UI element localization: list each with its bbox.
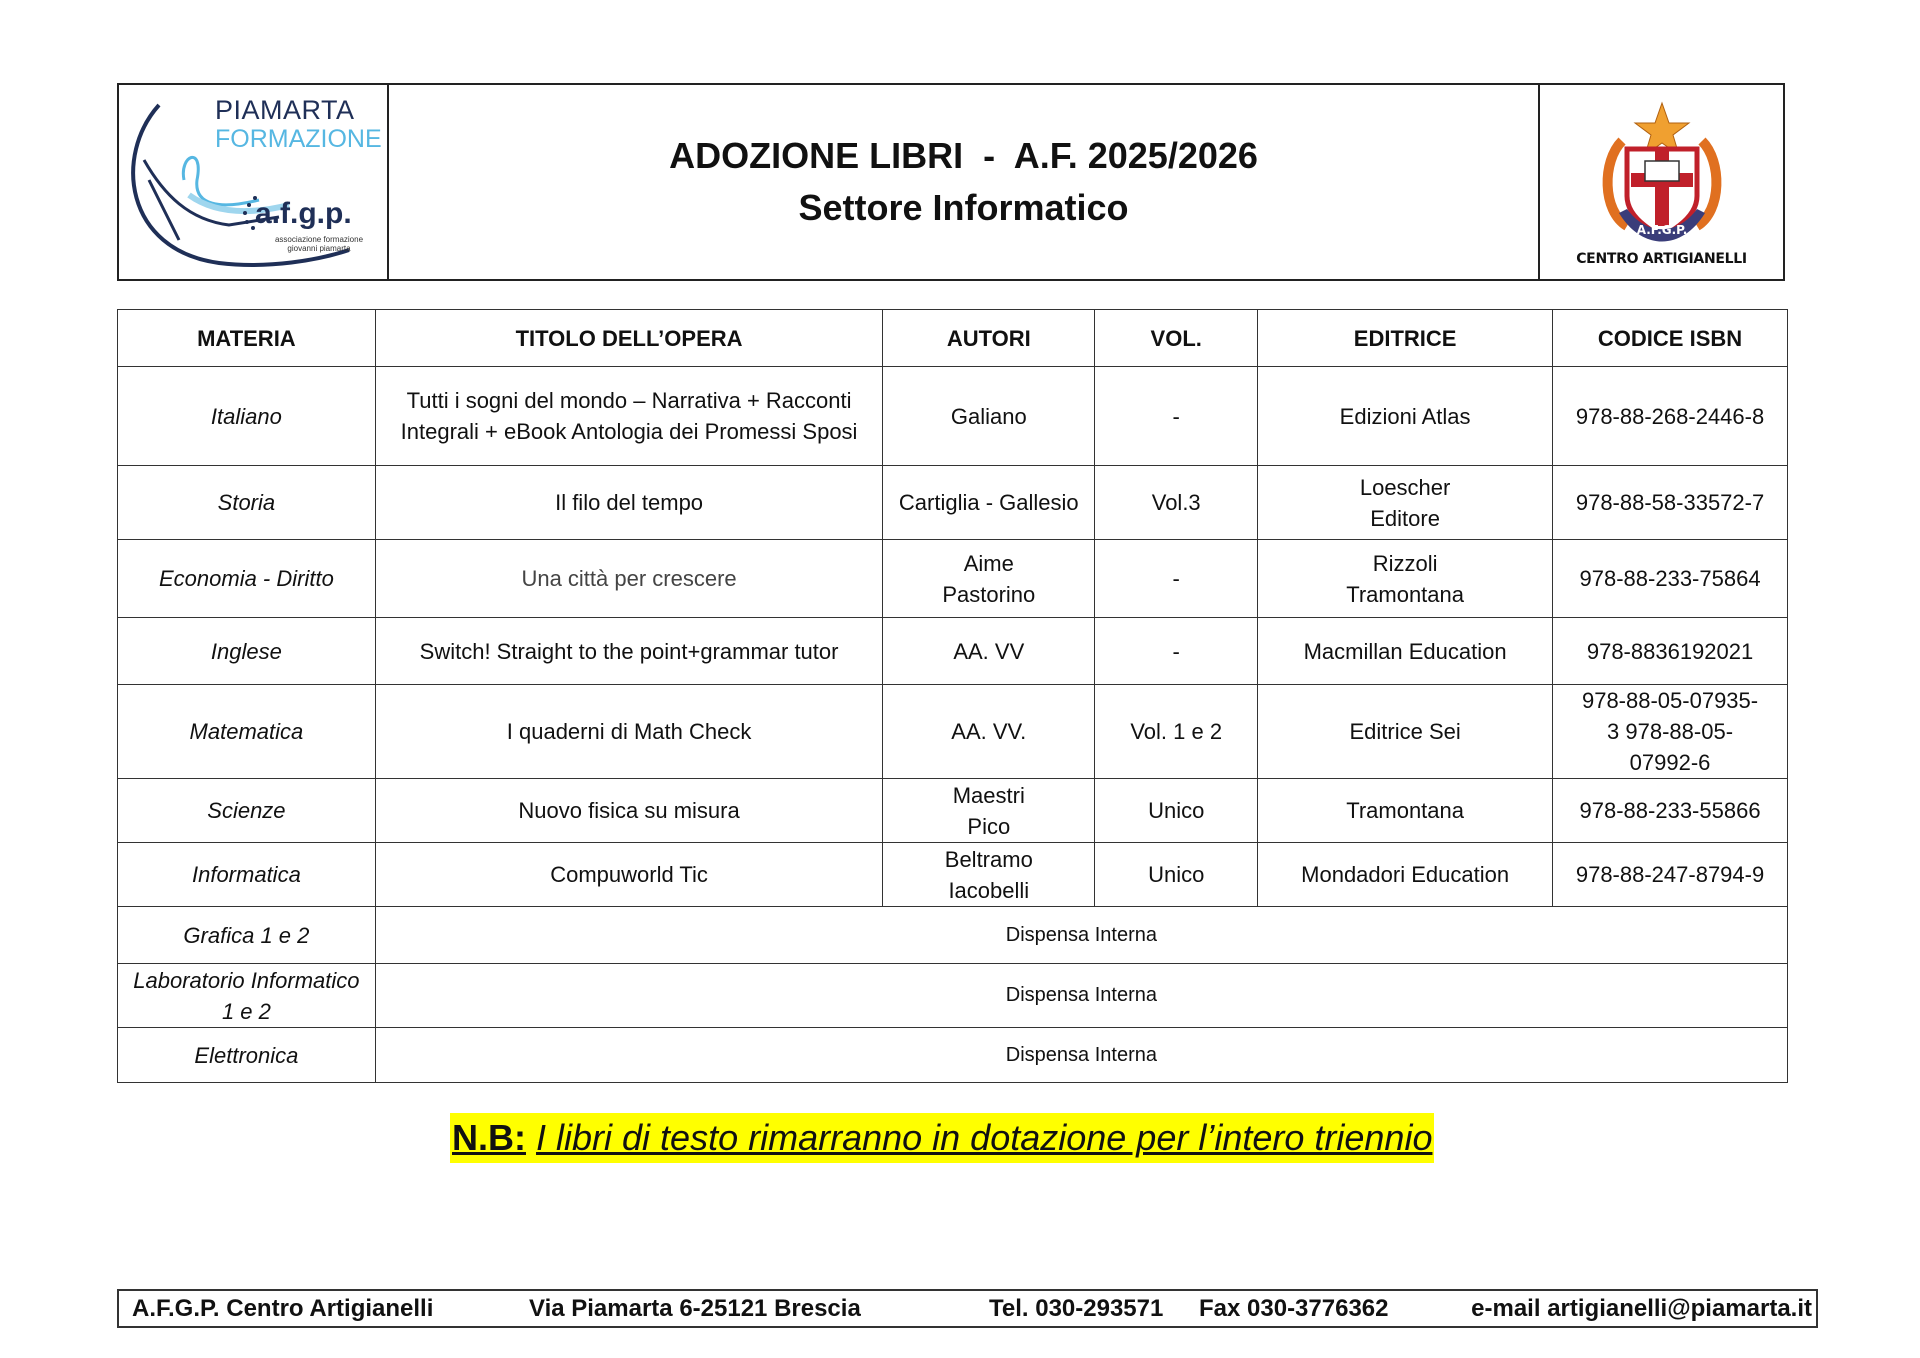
title-line1: ADOZIONE LIBRI - A.F. 2025/2026 (669, 135, 1258, 176)
cell-editrice: Rizzoli Tramontana (1258, 540, 1553, 618)
footer-address: Via Piamarta 6-25121 Brescia (529, 1295, 861, 1322)
crest-text: A.F.G.P. (1636, 223, 1687, 237)
cell-autori: Galiano (883, 367, 1095, 466)
cell-vol: Unico (1095, 843, 1258, 907)
cell-autori: AA. VV. (883, 685, 1095, 779)
cell-editrice: Editrice Sei (1258, 685, 1553, 779)
cell-titolo: I quaderni di Math Check (375, 685, 883, 779)
table-header-row (118, 310, 1788, 367)
crest-icon (1597, 101, 1727, 251)
document-header (117, 83, 1785, 281)
table-row (118, 540, 1788, 618)
cell-isbn: 978-88-268-2446-8 (1553, 367, 1788, 466)
footer-email: e-mail artigianelli@piamarta.it (1471, 1295, 1812, 1322)
table-row (118, 1028, 1788, 1083)
table-row (118, 685, 1788, 779)
cell-vol: Unico (1095, 779, 1258, 843)
cell-titolo: Compuworld Tic (375, 843, 883, 907)
cell-isbn: 978-88-247-8794-9 (1553, 843, 1788, 907)
table-row (118, 843, 1788, 907)
document-footer (117, 1289, 1818, 1328)
cell-autori: Aime Pastorino (883, 540, 1095, 618)
cell-autori: Maestri Pico (883, 779, 1095, 843)
brand-short-name: a.f.g.p. (255, 197, 352, 230)
cell-editrice: Mondadori Education (1258, 843, 1553, 907)
afgp-crest-logo (1538, 85, 1783, 279)
cell-isbn: 978-8836192021 (1553, 618, 1788, 685)
title-line2: Settore Informatico (798, 187, 1129, 228)
cell-vol: - (1095, 367, 1258, 466)
cell-materia: Informatica (118, 843, 376, 907)
table-row (118, 367, 1788, 466)
piamarta-formazione-logo (119, 85, 389, 279)
cell-vol: Vol.3 (1095, 466, 1258, 540)
cell-autori: AA. VV (883, 618, 1095, 685)
brand-name-line1: PIAMARTA (215, 95, 355, 125)
notice-label: N.B: (452, 1117, 526, 1158)
crest-caption: CENTRO ARTIGIANELLI (1576, 251, 1747, 267)
column-header-vol: VOL. (1095, 310, 1258, 367)
brand-name-line2: FORMAZIONE (215, 125, 382, 153)
cell-isbn: 978-88-05-07935-3 978-88-05-07992-6 (1553, 685, 1788, 779)
cell-titolo: Tutti i sogni del mondo – Narrativa + Racconti Integrali + eBook Antologia dei Promessi Sposi (375, 367, 883, 466)
cell-materia: Italiano (118, 367, 376, 466)
cell-materia: Economia - Diritto (118, 540, 376, 618)
cell-titolo: Il filo del tempo (375, 466, 883, 540)
notice-highlight (450, 1113, 1434, 1163)
footer-fax: Fax 030-3776362 (1199, 1295, 1389, 1322)
notice-text: I libri di testo rimarranno in dotazione per l’intero triennio (536, 1117, 1433, 1158)
cell-titolo: Una città per crescere (375, 540, 883, 618)
column-header-editrice: EDITRICE (1258, 310, 1553, 367)
cell-materia: Matematica (118, 685, 376, 779)
cell-vol: - (1095, 618, 1258, 685)
column-header-autori: AUTORI (883, 310, 1095, 367)
cell-isbn: 978-88-233-55866 (1553, 779, 1788, 843)
cell-materia: Grafica 1 e 2 (118, 907, 376, 964)
cell-isbn: 978-88-58-33572-7 (1553, 466, 1788, 540)
cell-materia: Laboratorio Informatico 1 e 2 (118, 964, 376, 1028)
cell-materia: Storia (118, 466, 376, 540)
cell-dispensa-interna: Dispensa Interna (375, 1028, 1787, 1083)
column-header-isbn: CODICE ISBN (1553, 310, 1788, 367)
cell-titolo: Switch! Straight to the point+grammar tutor (375, 618, 883, 685)
cell-dispensa-interna: Dispensa Interna (375, 964, 1787, 1028)
cell-autori: Beltramo Iacobelli (883, 843, 1095, 907)
document-title (389, 85, 1538, 279)
table-row (118, 779, 1788, 843)
cell-autori: Cartiglia - Gallesio (883, 466, 1095, 540)
cell-vol: Vol. 1 e 2 (1095, 685, 1258, 779)
column-header-titolo: TITOLO DELL’OPERA (375, 310, 883, 367)
cell-isbn: 978-88-233-75864 (1553, 540, 1788, 618)
footer-tel: Tel. 030-293571 (989, 1295, 1164, 1322)
cell-editrice: Macmillan Education (1258, 618, 1553, 685)
table-row (118, 466, 1788, 540)
cell-materia: Elettronica (118, 1028, 376, 1083)
cell-vol: - (1095, 540, 1258, 618)
cell-editrice: Edizioni Atlas (1258, 367, 1553, 466)
cell-dispensa-interna: Dispensa Interna (375, 907, 1787, 964)
column-header-materia: MATERIA (118, 310, 376, 367)
books-table (117, 309, 1788, 1083)
table-row (118, 964, 1788, 1028)
cell-editrice: Loescher Editore (1258, 466, 1553, 540)
cell-editrice: Tramontana (1258, 779, 1553, 843)
brand-tagline: associazione formazione giovanni piamarta (274, 235, 364, 253)
cell-titolo: Nuovo fisica su misura (375, 779, 883, 843)
cell-materia: Inglese (118, 618, 376, 685)
table-row (118, 618, 1788, 685)
table-row (118, 907, 1788, 964)
cell-materia: Scienze (118, 779, 376, 843)
footer-org: A.F.G.P. Centro Artigianelli (132, 1295, 434, 1322)
